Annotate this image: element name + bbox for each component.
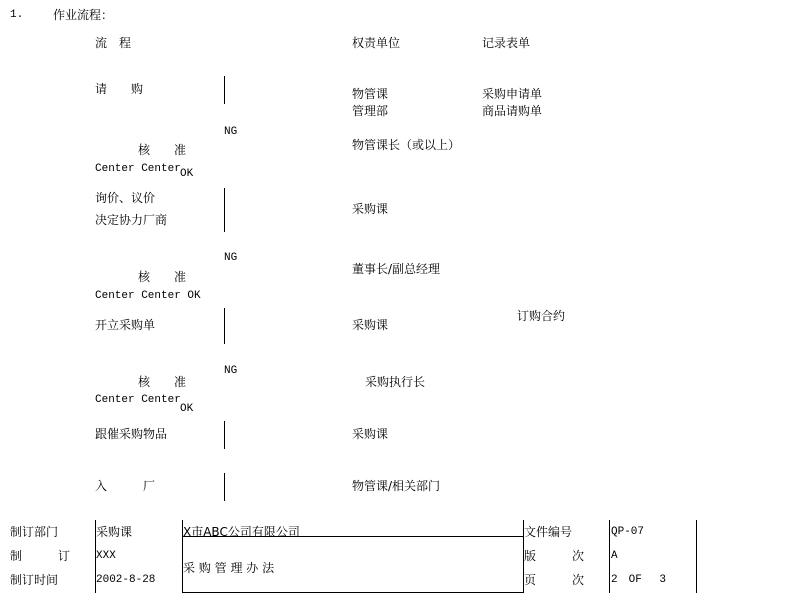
flow-connector-line [224,421,225,449]
approve-1-ng: NG [224,126,238,138]
footer-divider [609,520,610,593]
approve-1-unit: 物管课长（或以上） [352,138,461,152]
step-request-record-2: 商品请购单 [482,104,543,118]
column-header-flow: 流 程 [95,36,132,50]
footer-divider [696,520,697,593]
step-inquiry-label-1: 询价、议价 [95,191,156,205]
section-title: 作业流程： [53,8,114,22]
footer-version-label: 版 次 [524,549,585,563]
footer-docno-value: QP-07 [611,526,645,538]
footer-title-rule [182,592,524,593]
column-header-record: 记录表单 [482,36,531,50]
column-header-unit: 权责单位 [352,36,401,50]
step-enter-label: 入 厂 [95,479,156,493]
footer-doc-title: 采 购 管 理 办 法 [183,561,275,575]
approve-1-label: 核 准 [138,143,187,157]
approve-3-label: 核 准 [138,375,187,389]
step-request-unit-1: 物管课 [352,87,389,101]
footer-page-value: 2 OF 3 [611,574,667,586]
approve-3-center: Center Center [95,394,181,406]
flow-connector-line [224,76,225,104]
approve-1-center: Center Center [95,163,181,175]
step-request-record-1: 采购申请单 [482,87,543,101]
flow-connector-line [224,473,225,501]
approve-1-ok: OK [180,168,194,180]
approve-2-ng: NG [224,252,238,264]
flow-connector-line [224,188,225,232]
step-enter-unit: 物管课/相关部门 [352,479,441,493]
footer-dept-value: 采购课 [96,525,133,539]
footer-dept-label: 制订部门 [10,525,59,539]
step-inquiry-label-2: 决定协力厂商 [95,213,168,227]
footer-date-label: 制订时间 [10,573,59,587]
footer-company: X市ABC公司有限公司 [183,525,300,539]
approve-3-ok: OK [180,403,194,415]
footer-page-label: 页 次 [524,573,585,587]
step-follow-unit: 采购课 [352,427,389,441]
footer-maker-value: XXX [96,550,116,562]
step-request-unit-2: 管理部 [352,104,389,118]
section-number: 1. [10,9,24,21]
step-order-unit: 采购课 [352,318,389,332]
step-request-label: 请 购 [95,82,144,96]
flow-connector-line [224,308,225,344]
approve-2-label: 核 准 [138,270,187,284]
approve-3-ng: NG [224,365,238,377]
footer-version-value: A [611,550,618,562]
footer-docno-label: 文件编号 [524,525,573,539]
approve-3-unit: 采购执行长 [365,375,426,389]
approve-2-center: Center Center OK [95,290,201,302]
footer-date-value: 2002-8-28 [96,574,156,586]
approve-2-unit: 董事长/副总经理 [352,262,441,276]
footer-maker-label: 制 订 [10,549,71,563]
step-order-record: 订购合约 [517,309,566,323]
step-order-label: 开立采购单 [95,318,156,332]
step-inquiry-unit: 采购课 [352,202,389,216]
step-follow-label: 跟催采购物品 [95,427,168,441]
